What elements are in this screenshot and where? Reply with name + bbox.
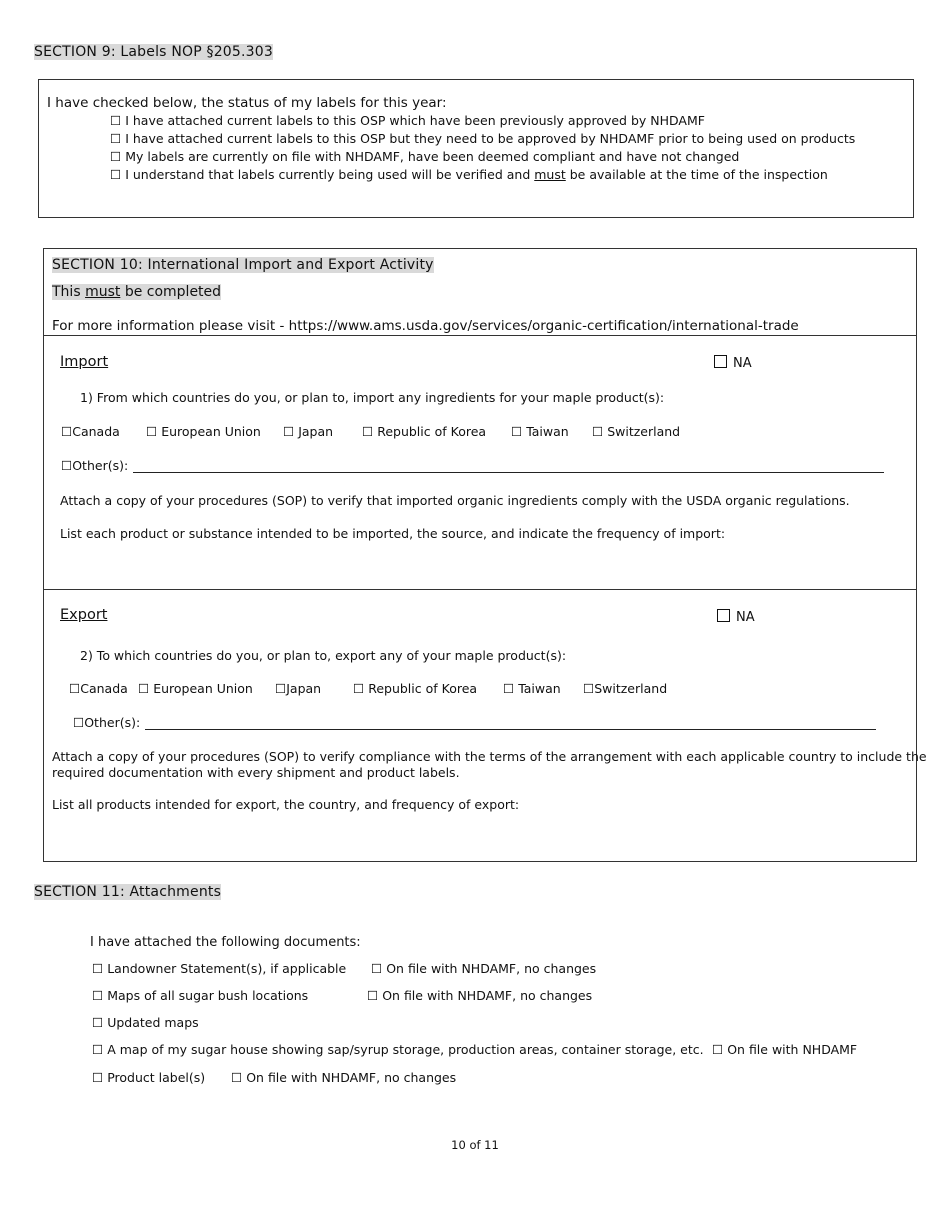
import-other-input[interactable]	[133, 472, 884, 473]
export-attach-note-line2: required documentation with every shipment and product labels.	[52, 765, 460, 780]
page-number: 10 of 11	[451, 1138, 499, 1152]
section-10-title: SECTION 10: International Import and Export Activity	[52, 257, 434, 273]
import-country-eu[interactable]: ☐ European Union	[146, 424, 261, 439]
section-9-intro: I have checked below, the status of my labels for this year:	[47, 95, 447, 111]
export-country-taiwan[interactable]: ☐ Taiwan	[503, 681, 561, 696]
must-complete-note: This must be completed	[52, 284, 222, 300]
import-attach-note: Attach a copy of your procedures (SOP) to verify that imported organic ingredients comply with the USDA organic regulations.	[60, 493, 850, 508]
checkbox-icon[interactable]: ☐	[283, 424, 295, 439]
export-country-korea[interactable]: ☐ Republic of Korea	[353, 681, 478, 696]
attachment-maps[interactable]: ☐ Maps of all sugar bush locations	[92, 988, 309, 1003]
label-option-4[interactable]: ☐ I understand that labels currently being used will be verified and must be available at the time of the inspection	[110, 167, 828, 182]
checkbox-icon[interactable]: ☐	[69, 681, 81, 696]
attachment-sugarhouse-onfile[interactable]: ☐ On file with NHDAMF	[712, 1042, 858, 1057]
section-9-box	[38, 79, 914, 218]
checkbox-icon[interactable]: ☐	[362, 424, 374, 439]
export-heading: Export	[60, 607, 108, 623]
import-question: 1) From which countries do you, or plan to, import any ingredients for your maple product(s):	[80, 390, 665, 405]
export-list-prompt: List all products intended for export, the country, and frequency of export:	[52, 797, 520, 812]
checkbox-icon[interactable]: ☐	[92, 988, 104, 1003]
checkbox-icon[interactable]: ☐	[61, 458, 73, 473]
checkbox-icon[interactable]	[717, 609, 730, 622]
checkbox-icon[interactable]: ☐	[371, 961, 383, 976]
attachment-updated-maps[interactable]: ☐ Updated maps	[92, 1015, 199, 1030]
import-country-korea[interactable]: ☐ Republic of Korea	[362, 424, 487, 439]
checkbox-icon[interactable]: ☐	[511, 424, 523, 439]
checkbox-icon[interactable]: ☐	[61, 424, 73, 439]
checkbox-icon[interactable]: ☐	[110, 167, 122, 182]
attachment-landowner-onfile[interactable]: ☐ On file with NHDAMF, no changes	[371, 961, 597, 976]
export-country-japan[interactable]: ☐Japan	[275, 681, 322, 696]
section-11-intro: I have attached the following documents:	[90, 935, 361, 950]
import-country-japan[interactable]: ☐ Japan	[283, 424, 334, 439]
checkbox-icon[interactable]: ☐	[146, 424, 158, 439]
label-option-3[interactable]: ☐ My labels are currently on file with NHDAMF, have been deemed compliant and have not changed	[110, 149, 740, 164]
export-country-switzerland[interactable]: ☐Switzerland	[583, 681, 668, 696]
checkbox-icon[interactable]: ☐	[110, 131, 122, 146]
export-other-checkbox[interactable]: ☐Other(s):	[73, 715, 141, 730]
import-list-prompt: List each product or substance intended to be imported, the source, and indicate the frequency of import:	[60, 526, 726, 541]
checkbox-icon[interactable]: ☐	[92, 961, 104, 976]
export-question: 2) To which countries do you, or plan to, export any of your maple product(s):	[80, 648, 567, 663]
checkbox-icon[interactable]: ☐	[138, 681, 150, 696]
checkbox-icon[interactable]: ☐	[92, 1042, 104, 1057]
checkbox-icon[interactable]: ☐	[583, 681, 595, 696]
export-attach-note-line1: Attach a copy of your procedures (SOP) to verify compliance with the terms of the arrangement with each applicable country to include the	[52, 749, 927, 764]
import-na-checkbox[interactable]: NA	[714, 355, 752, 371]
checkbox-icon[interactable]: ☐	[353, 681, 365, 696]
checkbox-icon[interactable]: ☐	[712, 1042, 724, 1057]
attachment-product-labels[interactable]: ☐ Product label(s)	[92, 1070, 206, 1085]
import-country-switzerland[interactable]: ☐ Switzerland	[592, 424, 681, 439]
section-10-box	[43, 248, 927, 862]
import-country-taiwan[interactable]: ☐ Taiwan	[511, 424, 569, 439]
checkbox-icon[interactable]: ☐	[73, 715, 85, 730]
checkbox-icon[interactable]: ☐	[92, 1015, 104, 1030]
checkbox-icon[interactable]: ☐	[231, 1070, 243, 1085]
attachment-product-labels-onfile[interactable]: ☐ On file with NHDAMF, no changes	[231, 1070, 457, 1085]
import-other-checkbox[interactable]: ☐Other(s):	[61, 458, 129, 473]
label-option-2[interactable]: ☐ I have attached current labels to this OSP but they need to be approved by NHDAMF prior to being used on products	[110, 131, 856, 146]
checkbox-icon[interactable]: ☐	[592, 424, 604, 439]
section-11-title: SECTION 11: Attachments	[34, 884, 222, 900]
export-country-eu[interactable]: ☐ European Union	[138, 681, 253, 696]
attachment-landowner[interactable]: ☐ Landowner Statement(s), if applicable	[92, 961, 347, 976]
checkbox-icon[interactable]	[714, 355, 727, 368]
attachment-maps-onfile[interactable]: ☐ On file with NHDAMF, no changes	[367, 988, 593, 1003]
export-na-checkbox[interactable]: NA	[717, 609, 755, 625]
checkbox-icon[interactable]: ☐	[275, 681, 287, 696]
import-heading: Import	[60, 354, 109, 370]
info-link[interactable]: For more information please visit - https://www.ams.usda.gov/services/organic-certification/international-trade	[52, 318, 799, 334]
import-country-canada[interactable]: ☐Canada	[61, 424, 120, 439]
checkbox-icon[interactable]: ☐	[503, 681, 515, 696]
export-other-input[interactable]	[145, 729, 876, 730]
export-country-canada[interactable]: ☐Canada	[69, 681, 128, 696]
divider	[44, 335, 916, 336]
attachment-sugarhouse-map[interactable]: ☐ A map of my sugar house showing sap/syrup storage, production areas, container storage, etc.	[92, 1042, 704, 1057]
checkbox-icon[interactable]: ☐	[110, 113, 122, 128]
label-option-1[interactable]: ☐ I have attached current labels to this OSP which have been previously approved by NHDAMF	[110, 113, 705, 128]
checkbox-icon[interactable]: ☐	[110, 149, 122, 164]
divider	[44, 589, 916, 590]
checkbox-icon[interactable]: ☐	[367, 988, 379, 1003]
section-9-title: SECTION 9: Labels NOP §205.303	[34, 44, 273, 60]
checkbox-icon[interactable]: ☐	[92, 1070, 104, 1085]
